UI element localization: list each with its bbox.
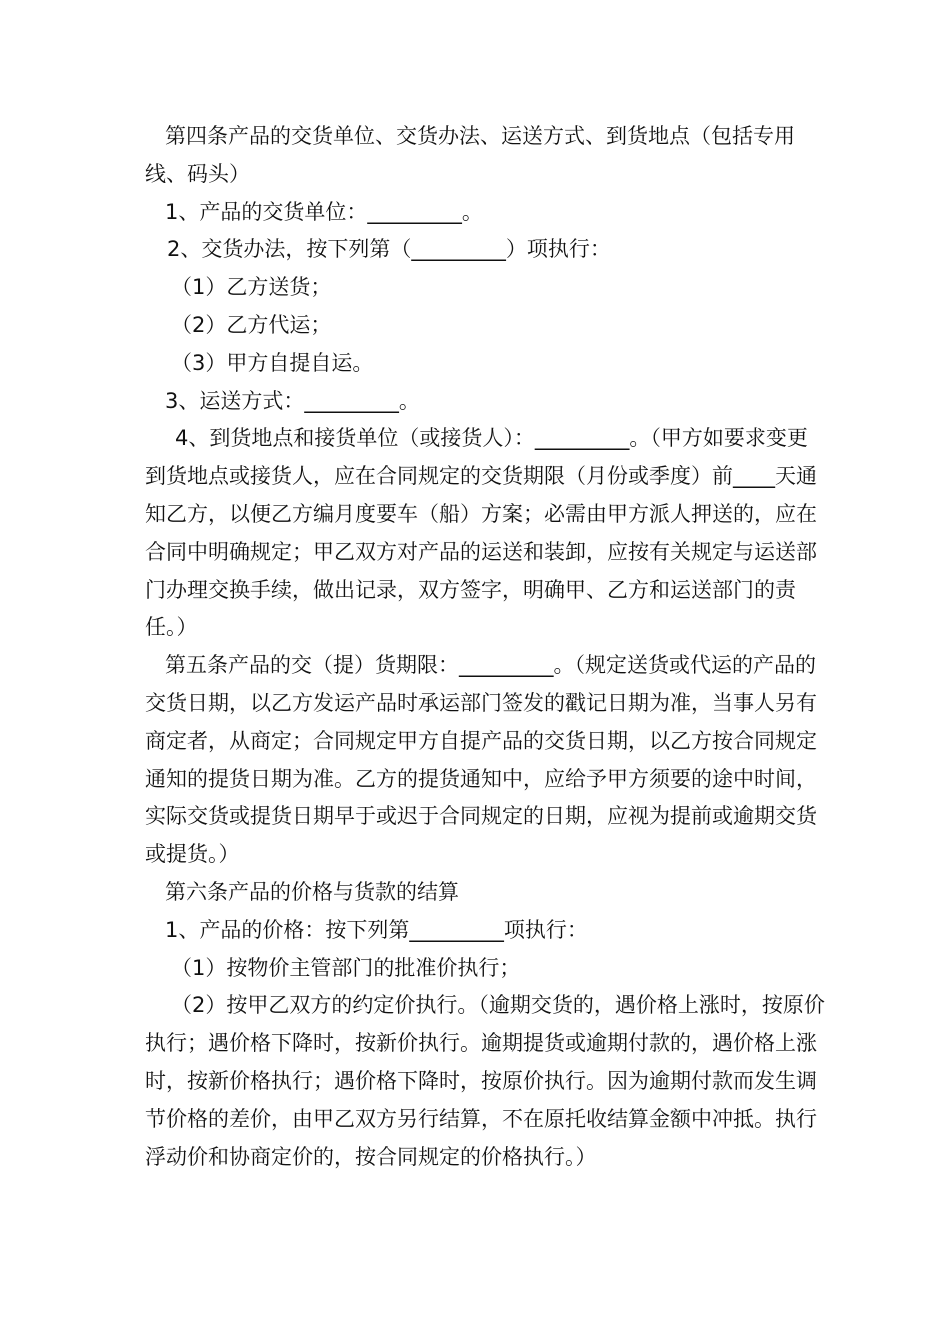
article-5-paragraph: 第五条产品的交（提）货期限：_________。（规定送货或代运的产品的交货日期，以乙方发运产品时承运部门签发的戳记日期为准，当事人另有商定者，从商定；合同规定甲方自提产品的交货日期，以乙方按合同规定通知的提货日期为准。乙方的提货通知中，应给予甲方须要的途中时间，实际交货或提货日期早于或迟于合同规定的日期，应视为提前或逾期交货或提货。） <box>145 653 817 867</box>
article-6-item-1-option-2: （2）按甲乙双方的约定价执行。（逾期交货的，遇价格上涨时，按原价执行；遇价格下降时，按新价执行。逾期提货或逾期付款的，遇价格上涨时，按新价格执行；遇价格下降时，按原价执行。因为逾期付款而发生调节价格的差价，由甲乙双方另行结算，不在原托收结算金额中冲抵。执行浮动价和协商定价的，按合同规定的价格执行。） <box>145 993 825 1169</box>
article-4-item-2-option-1: （1）乙方送货； <box>171 275 332 300</box>
article-4-item-4: 4、到货地点和接货单位（或接货人）：_________。（甲方如要求变更到货地点或接货人，应在合同规定的交货期限（月份或季度）前____天通知乙方，以便乙方编月度要车（船）方案；必需由甲方派人押送的，应在合同中明确规定；甲乙双方对产品的运送和装卸，应按有关规定与运送部门办理交换手续，做出记录，双方签字，明确甲、乙方和运送部门的责任。） <box>145 426 817 640</box>
article-6-heading: 第六条产品的价格与货款的结算 <box>165 879 459 904</box>
article-4-item-2-option-3: （3）甲方自提自运。 <box>171 350 374 375</box>
article-4-item-3: 3、运送方式：_________。 <box>165 388 420 413</box>
document-body <box>145 118 825 1176</box>
article-4-item-2: 2、交货办法，按下列第（_________）项执行： <box>167 237 611 262</box>
article-4-item-2-option-2: （2）乙方代运； <box>171 312 332 337</box>
article-6-item-1: 1、产品的价格：按下列第_________项执行： <box>165 917 588 942</box>
article-6-item-1-option-1: （1）按物价主管部门的批准价执行； <box>171 955 521 980</box>
article-4-heading: 第四条产品的交货单位、交货办法、运送方式、到货地点（包括专用线、码头） <box>145 124 795 186</box>
article-4-item-1: 1、产品的交货单位：_________。 <box>165 199 483 224</box>
